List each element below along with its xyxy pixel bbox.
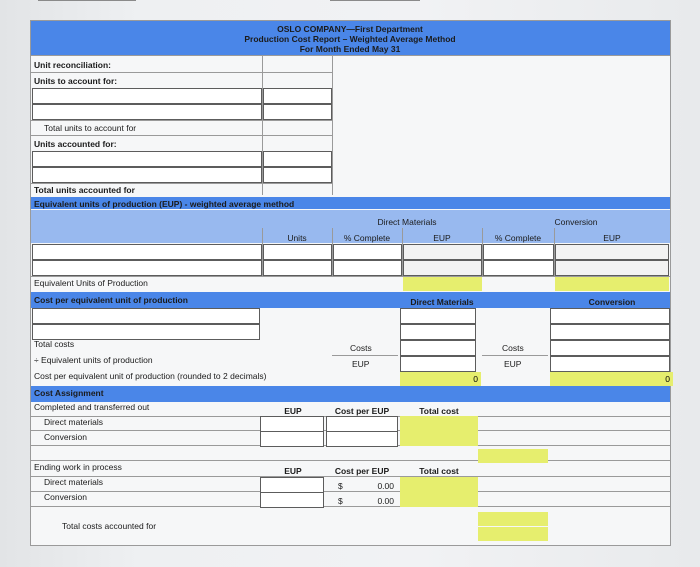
company-title: OSLO COMPANY—First Department bbox=[277, 24, 423, 34]
grid-line bbox=[31, 506, 670, 507]
dm-costs-label: Costs bbox=[350, 343, 372, 353]
conv-costs-label: Costs bbox=[502, 343, 524, 353]
completed-cost-per-eup-header: Cost per EUP bbox=[334, 406, 390, 416]
total-costs-accounted-value[interactable] bbox=[478, 527, 548, 541]
completed-dm-cost-per-eup[interactable] bbox=[326, 416, 398, 432]
conv-cost-per-eup-value: 0 bbox=[550, 372, 673, 386]
ending-conv-total[interactable] bbox=[400, 492, 478, 507]
ending-conv-label: Conversion bbox=[44, 492, 87, 502]
units-accounted-value-2[interactable] bbox=[263, 167, 332, 183]
eup-row2-conv-eup[interactable] bbox=[555, 260, 669, 276]
ending-conv-eup[interactable] bbox=[260, 492, 324, 508]
completed-dm-label: Direct materials bbox=[44, 417, 104, 427]
report-title: Production Cost Report – Weighted Average Method bbox=[244, 34, 456, 44]
completed-grand-total[interactable] bbox=[478, 449, 548, 463]
ending-cost-per-eup-header: Cost per EUP bbox=[334, 466, 390, 476]
completed-conv-eup[interactable] bbox=[260, 431, 324, 447]
eup-conv-pct-header: % Complete bbox=[494, 233, 542, 243]
eup-row1-conv-pct[interactable] bbox=[483, 244, 554, 260]
grid-line bbox=[31, 476, 670, 477]
grid-line bbox=[482, 355, 548, 356]
ending-dm-label: Direct materials bbox=[44, 477, 104, 487]
units-accounted-desc-2[interactable] bbox=[32, 167, 262, 183]
ending-conv-dollar: $ bbox=[338, 496, 343, 506]
ending-dm-total[interactable] bbox=[400, 477, 478, 492]
cost-assignment-band bbox=[31, 386, 670, 402]
eup-dm-pct-header: % Complete bbox=[343, 233, 391, 243]
completed-dm-total[interactable] bbox=[400, 416, 478, 431]
conv-eup-input[interactable] bbox=[550, 356, 670, 372]
top-divider-left bbox=[38, 0, 136, 1]
ending-conv-rate: 0.00 bbox=[377, 496, 394, 506]
completed-total-cost-header: Total cost bbox=[419, 406, 459, 416]
dm-eup-label: EUP bbox=[352, 359, 370, 369]
cost-per-eup-conv-header: Conversion bbox=[588, 297, 636, 307]
grid-line bbox=[31, 120, 333, 121]
grid-line bbox=[332, 55, 333, 195]
conv-costs-input[interactable] bbox=[550, 340, 670, 356]
total-costs-accounted-label: Total costs accounted for bbox=[62, 521, 157, 531]
cost-per-eup-conv-1[interactable] bbox=[550, 308, 670, 324]
total-costs-label: Total costs bbox=[34, 339, 75, 349]
grid-line bbox=[31, 55, 670, 56]
dm-cost-per-eup-value: 0 bbox=[400, 372, 481, 386]
ending-wip-label: Ending work in process bbox=[34, 462, 122, 472]
eup-total-dm[interactable] bbox=[403, 277, 482, 291]
cost-per-eup-desc-1[interactable] bbox=[32, 308, 260, 324]
dm-costs-input[interactable] bbox=[400, 340, 476, 356]
units-accounted-value-1[interactable] bbox=[263, 151, 332, 167]
eup-units-header: Units bbox=[287, 233, 307, 243]
grid-line bbox=[31, 491, 670, 492]
eup-conv-eup-header: EUP bbox=[603, 233, 621, 243]
divide-eup-label: ÷ Equivalent units of production bbox=[34, 355, 153, 365]
eup-row1-units[interactable] bbox=[263, 244, 332, 260]
total-units-to-account-label: Total units to account for bbox=[44, 123, 137, 133]
eup-row1-conv-eup[interactable] bbox=[555, 244, 669, 260]
cost-per-eup-desc-2[interactable] bbox=[32, 324, 260, 340]
eup-dm-eup-header: EUP bbox=[433, 233, 451, 243]
cost-per-eup-dm-1[interactable] bbox=[400, 308, 476, 324]
eup-row2-desc[interactable] bbox=[32, 260, 262, 276]
eup-section-title: Equivalent units of production (EUP) - weighted average method bbox=[34, 199, 295, 209]
cost-per-unit-label: Cost per equivalent unit of production (rounded to 2 decimals) bbox=[34, 371, 267, 381]
unit-reconciliation-title: Unit reconciliation: bbox=[34, 60, 111, 70]
grid-line bbox=[332, 355, 398, 356]
eup-row2-dm-eup[interactable] bbox=[403, 260, 482, 276]
eup-row1-dm-eup[interactable] bbox=[403, 244, 482, 260]
grid-line bbox=[31, 183, 333, 184]
cost-per-eup-dm-2[interactable] bbox=[400, 324, 476, 340]
units-to-account-desc-2[interactable] bbox=[32, 104, 262, 120]
cost-per-eup-title: Cost per equivalent unit of production bbox=[34, 295, 188, 305]
ending-dm-rate: 0.00 bbox=[377, 481, 394, 491]
eup-dm-header: Direct Materials bbox=[377, 217, 437, 227]
completed-conv-label: Conversion bbox=[44, 432, 87, 442]
ending-eup-header: EUP bbox=[284, 466, 302, 476]
ending-dm-eup[interactable] bbox=[260, 477, 324, 493]
eup-row1-desc[interactable] bbox=[32, 244, 262, 260]
cost-per-eup-dm-header: Direct Materials bbox=[410, 297, 474, 307]
ending-dm-dollar: $ bbox=[338, 481, 343, 491]
completed-transferred-label: Completed and transferred out bbox=[34, 402, 150, 412]
cost-per-eup-conv-2[interactable] bbox=[550, 324, 670, 340]
units-to-account-desc-1[interactable] bbox=[32, 88, 262, 104]
eup-row2-dm-pct[interactable] bbox=[333, 260, 402, 276]
dm-eup-input[interactable] bbox=[400, 356, 476, 372]
units-accounted-label: Units accounted for: bbox=[34, 139, 117, 149]
units-to-account-label: Units to account for: bbox=[34, 76, 118, 86]
completed-dm-eup[interactable] bbox=[260, 416, 324, 432]
eup-row2-conv-pct[interactable] bbox=[483, 260, 554, 276]
top-divider-right bbox=[330, 0, 420, 1]
grid-line bbox=[31, 460, 670, 461]
eup-total-label: Equivalent Units of Production bbox=[34, 278, 148, 288]
total-units-accounted-label: Total units accounted for bbox=[34, 185, 135, 195]
eup-total-conv[interactable] bbox=[555, 277, 669, 291]
conv-eup-label: EUP bbox=[504, 359, 522, 369]
grid-line bbox=[31, 135, 333, 136]
eup-row1-dm-pct[interactable] bbox=[333, 244, 402, 260]
units-to-account-value-1[interactable] bbox=[263, 88, 332, 104]
units-accounted-desc-1[interactable] bbox=[32, 151, 262, 167]
grid-line bbox=[31, 72, 333, 73]
completed-eup-header: EUP bbox=[284, 406, 302, 416]
eup-conversion-header: Conversion bbox=[554, 217, 598, 227]
eup-row2-units[interactable] bbox=[263, 260, 332, 276]
report-period: For Month Ended May 31 bbox=[299, 44, 401, 54]
units-to-account-value-2[interactable] bbox=[263, 104, 332, 120]
completed-conv-total[interactable] bbox=[400, 431, 478, 446]
ending-grand-total[interactable] bbox=[478, 512, 548, 526]
cost-assignment-title: Cost Assignment bbox=[34, 388, 104, 398]
ending-total-cost-header: Total cost bbox=[419, 466, 459, 476]
completed-conv-cost-per-eup[interactable] bbox=[326, 431, 398, 447]
